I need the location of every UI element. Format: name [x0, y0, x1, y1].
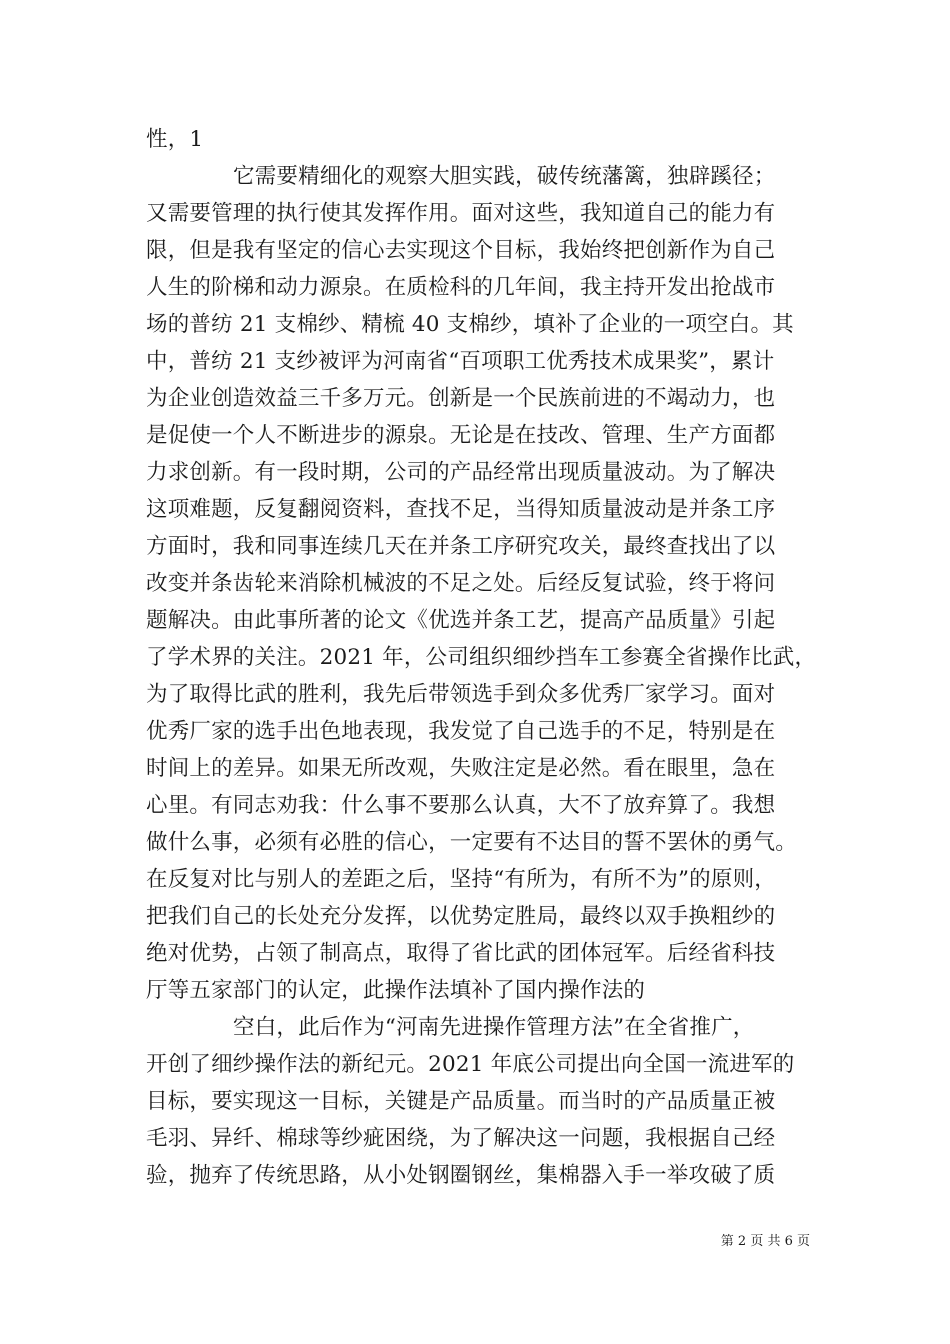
text-line: 为了取得比武的胜利，我先后带领选手到众多优秀厂家学习。面对	[146, 682, 776, 707]
text-line: 改变并条齿轮来消除机械波的不足之处。后经反复试验，终于将问	[146, 571, 776, 596]
text-line: 验，抛弃了传统思路，从小处钢圈钢丝，集棉器入手一举攻破了质	[146, 1163, 776, 1188]
text-line: 心里。有同志劝我：什么事不要那么认真，大不了放弃算了。我想	[146, 793, 776, 818]
text-line: 时间上的差异。如果无所改观，失败注定是必然。看在眼里，急在	[146, 756, 776, 781]
text-line: 做什么事，必须有必胜的信心，一定要有不达目的誓不罢休的勇气。	[146, 830, 798, 855]
text-line: 中，普纺 21 支纱被评为河南省“百项职工优秀技术成果奖”，累计	[146, 349, 775, 374]
text-line: 限，但是我有坚定的信心去实现这个目标，我始终把创新作为自己	[146, 238, 776, 263]
text-line: 题解决。由此事所著的论文《优选并条工艺，提高产品质量》引起	[146, 608, 776, 633]
text-line: 为企业创造效益三千多万元。创新是一个民族前进的不竭动力，也	[146, 386, 776, 411]
text-line: 目标，要实现这一目标，关键是产品质量。而当时的产品质量正被	[146, 1089, 776, 1114]
text-line: 在反复对比与别人的差距之后，坚持“有所为，有所不为”的原则，	[146, 867, 776, 892]
text-line: 把我们自己的长处充分发挥，以优势定胜局，最终以双手换粗纱的	[146, 904, 776, 929]
text-line: 人生的阶梯和动力源泉。在质检科的几年间，我主持开发出抢战市	[146, 275, 776, 300]
text-line: 开创了细纱操作法的新纪元。2021 年底公司提出向全国一流进军的	[146, 1052, 795, 1077]
text-line: 毛羽、异纤、棉球等纱疵困绕，为了解决这一问题，我根据自己经	[146, 1126, 776, 1151]
text-line: 场的普纺 21 支棉纱、精梳 40 支棉纱，填补了企业的一项空白。其	[146, 312, 794, 337]
text-line: 方面时，我和同事连续几天在并条工序研究攻关，最终查找出了以	[146, 534, 776, 559]
text-line: 这项难题，反复翻阅资料，查找不足，当得知质量波动是并条工序	[146, 497, 776, 522]
text-line: 了学术界的关注。2021 年，公司组织细纱挡车工参赛全省操作比武，	[146, 645, 817, 670]
text-line: 绝对优势，占领了制高点，取得了省比武的团体冠军。后经省科技	[146, 941, 776, 966]
page-number-footer: 第 2 页 共 6 页	[720, 1234, 810, 1249]
text-line: 力求创新。有一段时期，公司的产品经常出现质量波动。为了解决	[146, 460, 776, 485]
text-line: 它需要精细化的观察大胆实践，破传统藩篱，独辟蹊径；	[233, 164, 776, 189]
text-line: 性，1	[146, 127, 204, 152]
text-line: 是促使一个人不断进步的源泉。无论是在技改、管理、生产方面都	[146, 423, 776, 448]
text-line: 空白，此后作为“河南先进操作管理方法”在全省推广，	[233, 1015, 755, 1040]
text-line: 优秀厂家的选手出色地表现，我发觉了自己选手的不足，特别是在	[146, 719, 776, 744]
text-line: 厅等五家部门的认定，此操作法填补了国内操作法的	[146, 978, 646, 1003]
text-line: 又需要管理的执行使其发挥作用。面对这些，我知道自己的能力有	[146, 201, 776, 226]
